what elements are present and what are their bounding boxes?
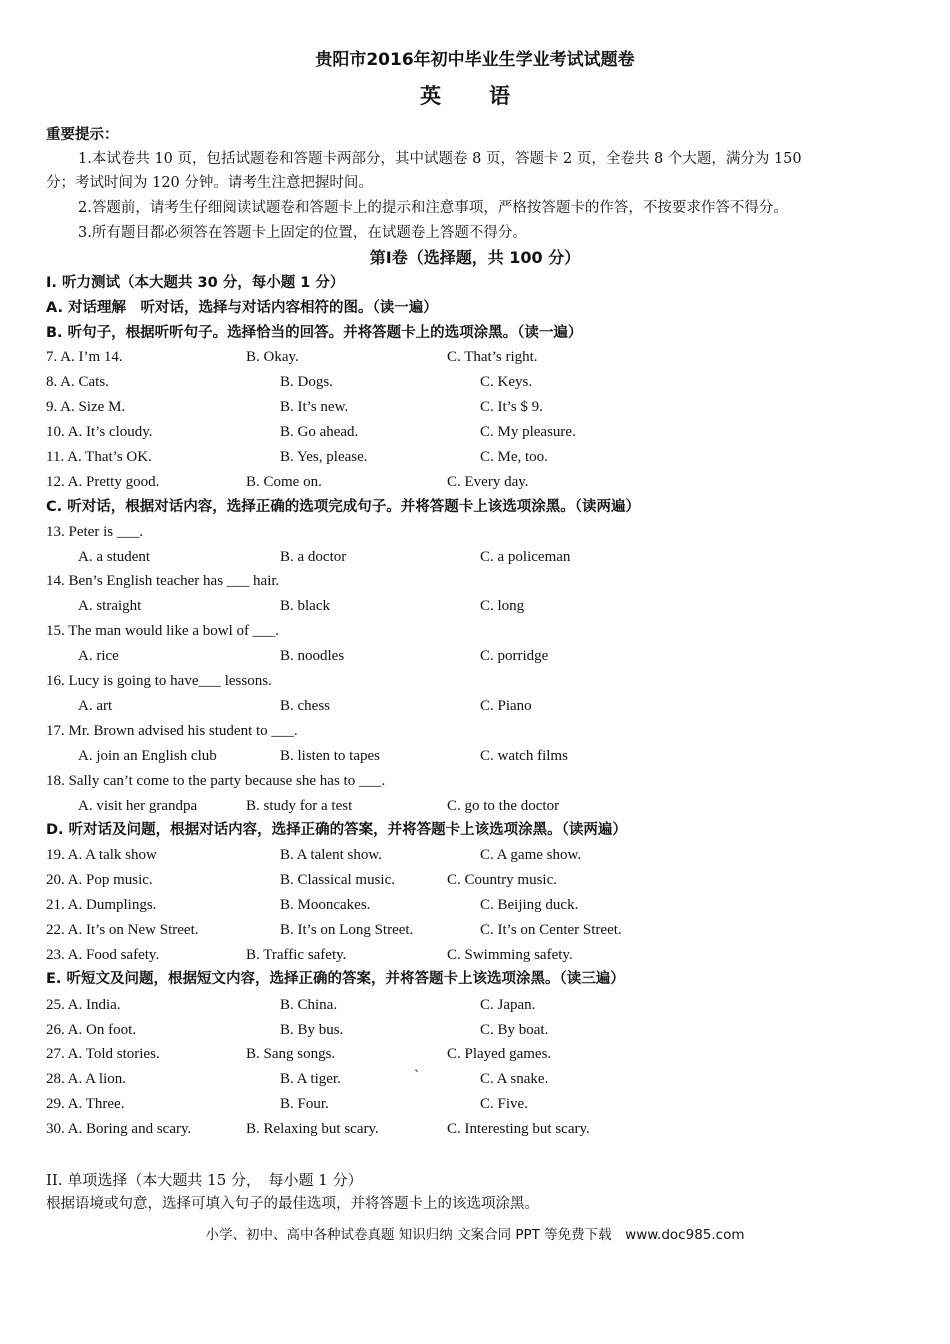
question-16-option-c: C. Piano <box>480 698 532 714</box>
question-18-option-c: C. go to the doctor <box>447 798 560 814</box>
question-22-option-b: B. It’s on Long Street. <box>280 922 414 938</box>
subject-title: 英语 <box>420 84 558 108</box>
part-1-title: 第Ⅰ卷（选择题，共 100 分） <box>369 248 581 267</box>
question-27-option-a: 27. A. Told stories. <box>46 1046 160 1062</box>
question-8-option-a: 8. A. Cats. <box>46 374 109 390</box>
question-13-option-c: C. a policeman <box>480 549 571 565</box>
footer-text: 小学、初中、高中各种试卷真题 知识归纳 文案合同 PPT 等免费下载 www.doc985.com <box>205 1227 745 1243</box>
section-a-instruction: A. 对话理解 听对话，选择与对话内容相符的图。（读一遍） <box>46 300 438 316</box>
question-21-option-b: B. Mooncakes. <box>280 897 371 913</box>
part-2-instruction: 根据语境或句意，选择可填入句子的最佳选项，并将答题卡上的该选项涂黑。 <box>46 1196 539 1212</box>
question-30-option-c: C. Interesting but scary. <box>447 1121 590 1137</box>
question-9-option-c: C. It’s $ 9. <box>480 399 543 415</box>
question-10-option-b: B. Go ahead. <box>280 424 359 440</box>
question-26-option-c: C. By boat. <box>480 1022 549 1038</box>
question-9-option-b: B. It’s new. <box>280 399 349 415</box>
notice-line-2: 2.答题前，请考生仔细阅读试题卷和答题卡上的提示和注意事项，严格按答题卡的作答，不按要求作答不得分。 <box>78 200 788 216</box>
question-27-option-b: B. Sang songs. <box>246 1046 336 1062</box>
question-21-option-c: C. Beijing duck. <box>480 897 579 913</box>
question-19-option-a: 19. A. A talk show <box>46 847 157 863</box>
section-c-instruction: C. 听对话，根据对话内容，选择正确的选项完成句子。并将答题卡上该选项涂黑。（读两遍） <box>46 499 640 515</box>
question-30-option-a: 30. A. Boring and scary. <box>46 1121 192 1137</box>
question-17-option-a: A. join an English club <box>78 748 217 764</box>
question-15-option-a: A. rice <box>78 648 119 664</box>
question-17-option-c: C. watch films <box>480 748 568 764</box>
question-16-stem: 16. Lucy is going to have___ lessons. <box>46 673 272 689</box>
question-11-option-c: C. Me, too. <box>480 449 548 465</box>
question-23-option-b: B. Traffic safety. <box>246 947 347 963</box>
part-2-title: II. 单项选择（本大题共 15 分， 每小题 1 分） <box>46 1171 363 1189</box>
question-14-stem: 14. Ben’s English teacher has ___ hair. <box>46 573 280 589</box>
question-12-option-a: 12. A. Pretty good. <box>46 474 160 490</box>
question-7-option-b: B. Okay. <box>246 349 299 365</box>
question-20-option-c: C. Country music. <box>447 872 558 888</box>
question-25-option-b: B. China. <box>280 997 338 1013</box>
question-10-option-a: 10. A. It’s cloudy. <box>46 424 153 440</box>
question-8-option-c: C. Keys. <box>480 374 533 390</box>
question-15-option-c: C. porridge <box>480 648 549 664</box>
question-27-option-c: C. Played games. <box>447 1046 552 1062</box>
listening-section-title: Ⅰ. 听力测试（本大题共 30 分，每小题 1 分） <box>46 275 345 291</box>
section-d-instruction: D. 听对话及问题，根据对话内容，选择正确的答案，并将答题卡上该选项涂黑。（读两遍） <box>46 822 627 838</box>
question-12-option-b: B. Come on. <box>246 474 322 490</box>
question-13-stem: 13. Peter is ___. <box>46 524 144 540</box>
question-22-option-c: C. It’s on Center Street. <box>480 922 622 938</box>
question-8-option-b: B. Dogs. <box>280 374 333 390</box>
question-28-option-b: B. A tiger. <box>280 1071 341 1087</box>
question-29-option-b: B. Four. <box>280 1096 329 1112</box>
question-15-stem: 15. The man would like a bowl of ___. <box>46 623 280 639</box>
question-18-stem: 18. Sally can’t come to the party because she has to ___. <box>46 773 386 789</box>
question-12-option-c: C. Every day. <box>447 474 529 490</box>
question-10-option-c: C. My pleasure. <box>480 424 576 440</box>
notice-line-1a: 1.本试卷共 10 页，包括试题卷和答题卡两部分，其中试题卷 8 页，答题卡 2 页，全卷共 8 个大题，满分为 150 <box>78 151 802 167</box>
question-28-option-c: C. A snake. <box>480 1071 549 1087</box>
question-30-option-b: B. Relaxing but scary. <box>246 1121 379 1137</box>
question-13-option-b: B. a doctor <box>280 549 347 565</box>
question-11-option-b: B. Yes, please. <box>280 449 368 465</box>
question-19-option-c: C. A game show. <box>480 847 582 863</box>
notice-heading: 重要提示： <box>46 127 119 143</box>
question-25-option-c: C. Japan. <box>480 997 536 1013</box>
question-11-option-a: 11. A. That’s OK. <box>46 449 152 465</box>
question-23-option-a: 23. A. Food safety. <box>46 947 160 963</box>
question-20-option-a: 20. A. Pop music. <box>46 872 153 888</box>
question-7-option-a: 7. A. I’m 14. <box>46 349 123 365</box>
question-17-stem: 17. Mr. Brown advised his student to ___. <box>46 723 298 739</box>
section-b-instruction: B. 听句子，根据听听句子。选择恰当的回答。并将答题卡上的选项涂黑。（读一遍） <box>46 325 583 341</box>
question-25-option-a: 25. A. India. <box>46 997 121 1013</box>
question-29-option-a: 29. A. Three. <box>46 1096 125 1112</box>
question-15-option-b: B. noodles <box>280 648 345 664</box>
question-26-option-a: 26. A. On foot. <box>46 1022 136 1038</box>
notice-line-1b: 分；考试时间为 120 分钟。请考生注意把握时间。 <box>46 175 373 191</box>
stray-mark: ` <box>414 1068 419 1084</box>
question-7-option-c: C. That’s right. <box>447 349 538 365</box>
question-18-option-b: B. study for a test <box>246 798 353 814</box>
question-14-option-b: B. black <box>280 598 330 614</box>
question-29-option-c: C. Five. <box>480 1096 528 1112</box>
question-9-option-a: 9. A. Size M. <box>46 399 126 415</box>
question-20-option-b: B. Classical music. <box>280 872 395 888</box>
question-18-option-a: A. visit her grandpa <box>78 798 198 814</box>
section-e-instruction: E. 听短文及问题，根据短文内容，选择正确的答案，并将答题卡上该选项涂黑。（读三遍） <box>46 971 625 987</box>
question-16-option-b: B. chess <box>280 698 330 714</box>
question-13-option-a: A. a student <box>78 549 151 565</box>
question-21-option-a: 21. A. Dumplings. <box>46 897 157 913</box>
exam-title: 贵阳市2016年初中毕业生学业考试试题卷 <box>315 50 635 70</box>
question-28-option-a: 28. A. A lion. <box>46 1071 127 1087</box>
question-26-option-b: B. By bus. <box>280 1022 344 1038</box>
question-14-option-a: A. straight <box>78 598 142 614</box>
question-22-option-a: 22. A. It’s on New Street. <box>46 922 199 938</box>
question-23-option-c: C. Swimming safety. <box>447 947 573 963</box>
notice-line-3: 3.所有题目都必须答在答题卡上固定的位置，在试题卷上答题不得分。 <box>78 225 527 241</box>
question-14-option-c: C. long <box>480 598 525 614</box>
question-17-option-b: B. listen to tapes <box>280 748 380 764</box>
question-19-option-b: B. A talent show. <box>280 847 382 863</box>
question-16-option-a: A. art <box>78 698 113 714</box>
